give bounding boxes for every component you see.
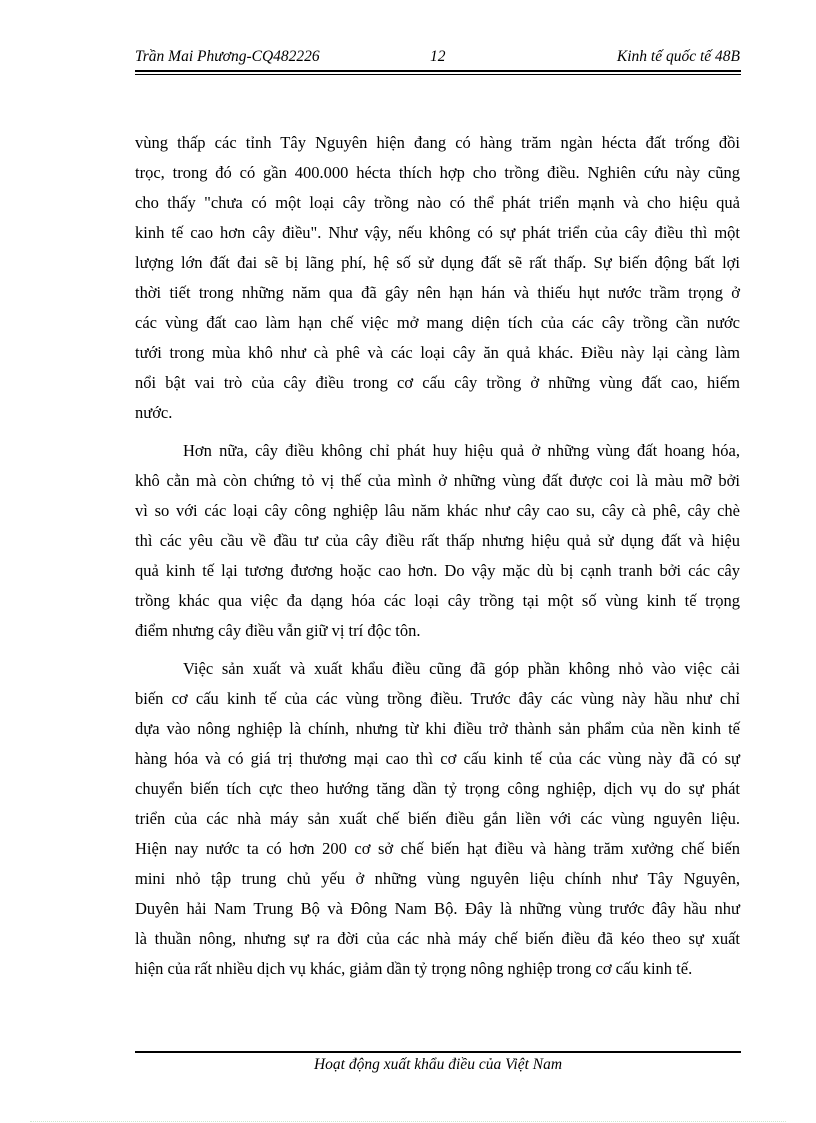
text-line: Việc sản xuất và xuất khẩu điều cũng đã góp phần không nhỏ vào việc cải [183, 659, 740, 678]
text-line: mini nhỏ tập trung chủ yếu ở những vùng nguyên liệu chính như Tây Nguyên, [135, 869, 740, 888]
text-line: trọc, trong đó có gần 400.000 hécta thích hợp cho trồng điều. Nghiên cứu này cũng [135, 163, 740, 182]
paragraph [135, 436, 740, 646]
text-line: là thuần nông, nhưng sự ra đời của các nhà máy chế biến điều đã kéo theo sự xuất [135, 929, 740, 948]
text-line: điểm nhưng cây điều vẫn giữ vị trí độc tôn. [135, 621, 421, 640]
text-line: Hơn nữa, cây điều không chỉ phát huy hiệu quả ở những vùng đất hoang hóa, [183, 441, 740, 460]
text-line: hiện của rất nhiều dịch vụ khác, giảm dần tỷ trọng nông nghiệp trong cơ cấu kinh tế. [135, 959, 693, 978]
header-page-number: 12 [430, 48, 446, 65]
text-line: thì các yêu cầu về đầu tư của cây điều rất thấp nhưng hiệu quả sử dụng đất và hiệu [135, 531, 740, 550]
text-line: nước. [135, 403, 173, 422]
text-line: trồng khác qua việc đa dạng hóa các loại cây trồng tại một số vùng kinh tế trọng [135, 591, 740, 610]
text-line: dựa vào nông nghiệp là chính, nhưng từ khi điều trở thành sản phẩm của nền kinh tế [135, 719, 740, 738]
text-line: hàng hóa và có giá trị thương mại cao thì cơ cấu kinh tế của các vùng này đã có sự [135, 749, 740, 768]
footer-title: Hoạt động xuất khẩu điều của Việt Nam [313, 1056, 563, 1073]
page-header [135, 48, 740, 68]
text-line: các vùng đất cao làm hạn chế việc mở mang diện tích của các cây trồng cần nước [135, 313, 740, 332]
text-line: nổi bật vai trò của cây điều trong cơ cấu cây trồng ở những vùng đất cao, hiếm [135, 373, 740, 392]
text-line: tưới trong mùa khô như cà phê và các loại cây ăn quả khác. Điều này lại càng làm [135, 343, 740, 362]
footer-rule [135, 1051, 741, 1053]
document-body [135, 128, 740, 992]
text-line: khô cằn mà còn chứng tỏ vị thế của mình ở những vùng đất được coi là màu mỡ bởi [135, 471, 740, 490]
text-line: kinh tế cao hơn cây điều". Như vậy, nếu không có sự phát triển của cây điều thì một [135, 223, 740, 242]
text-line: cho thấy "chưa có một loại cây trồng nào có thể phát triển mạnh và cho hiệu quả [135, 193, 740, 212]
page-edge [30, 1121, 786, 1122]
text-line: Duyên hải Nam Trung Bộ và Đông Nam Bộ. Đây là những vùng trước đây hầu như [135, 899, 740, 918]
paragraph [135, 654, 740, 984]
text-line: biến cơ cấu kinh tế của các vùng trồng điều. Trước đây các vùng này hầu như chỉ [135, 689, 740, 708]
header-class: Kinh tế quốc tế 48B [616, 48, 740, 65]
text-line: thời tiết trong những năm qua đã gây nên hạn hán và thiếu hụt nước trầm trọng ở [135, 283, 740, 302]
text-line: vì so với các loại cây công nghiệp lâu năm khác như cây cao su, cây cà phê, cây chè [135, 501, 740, 520]
text-line: vùng thấp các tỉnh Tây Nguyên hiện đang có hàng trăm ngàn hécta đất trống đồi [135, 133, 740, 152]
text-line: chuyển biến tích cực theo hướng tăng dần tỷ trọng công nghiệp, dịch vụ do sự phát [135, 779, 740, 798]
text-line: triển của các nhà máy sản xuất chế biến điều gắn liền với các vùng nguyên liệu. [135, 809, 740, 828]
paragraph [135, 128, 740, 428]
text-line: lượng lớn đất đai sẽ bị lãng phí, hệ số sử dụng đất sẽ rất thấp. Sự biến động bất lợi [135, 253, 740, 272]
header-author: Trần Mai Phương-CQ482226 [135, 48, 320, 65]
text-line: quả kinh tế lại tương đương hoặc cao hơn. Do vậy mặc dù bị cạnh tranh bởi các cây [135, 561, 740, 580]
header-rule [135, 70, 741, 75]
text-line: Hiện nay nước ta có hơn 200 cơ sở chế biến hạt điều và hàng trăm xưởng chế biến [135, 839, 740, 858]
